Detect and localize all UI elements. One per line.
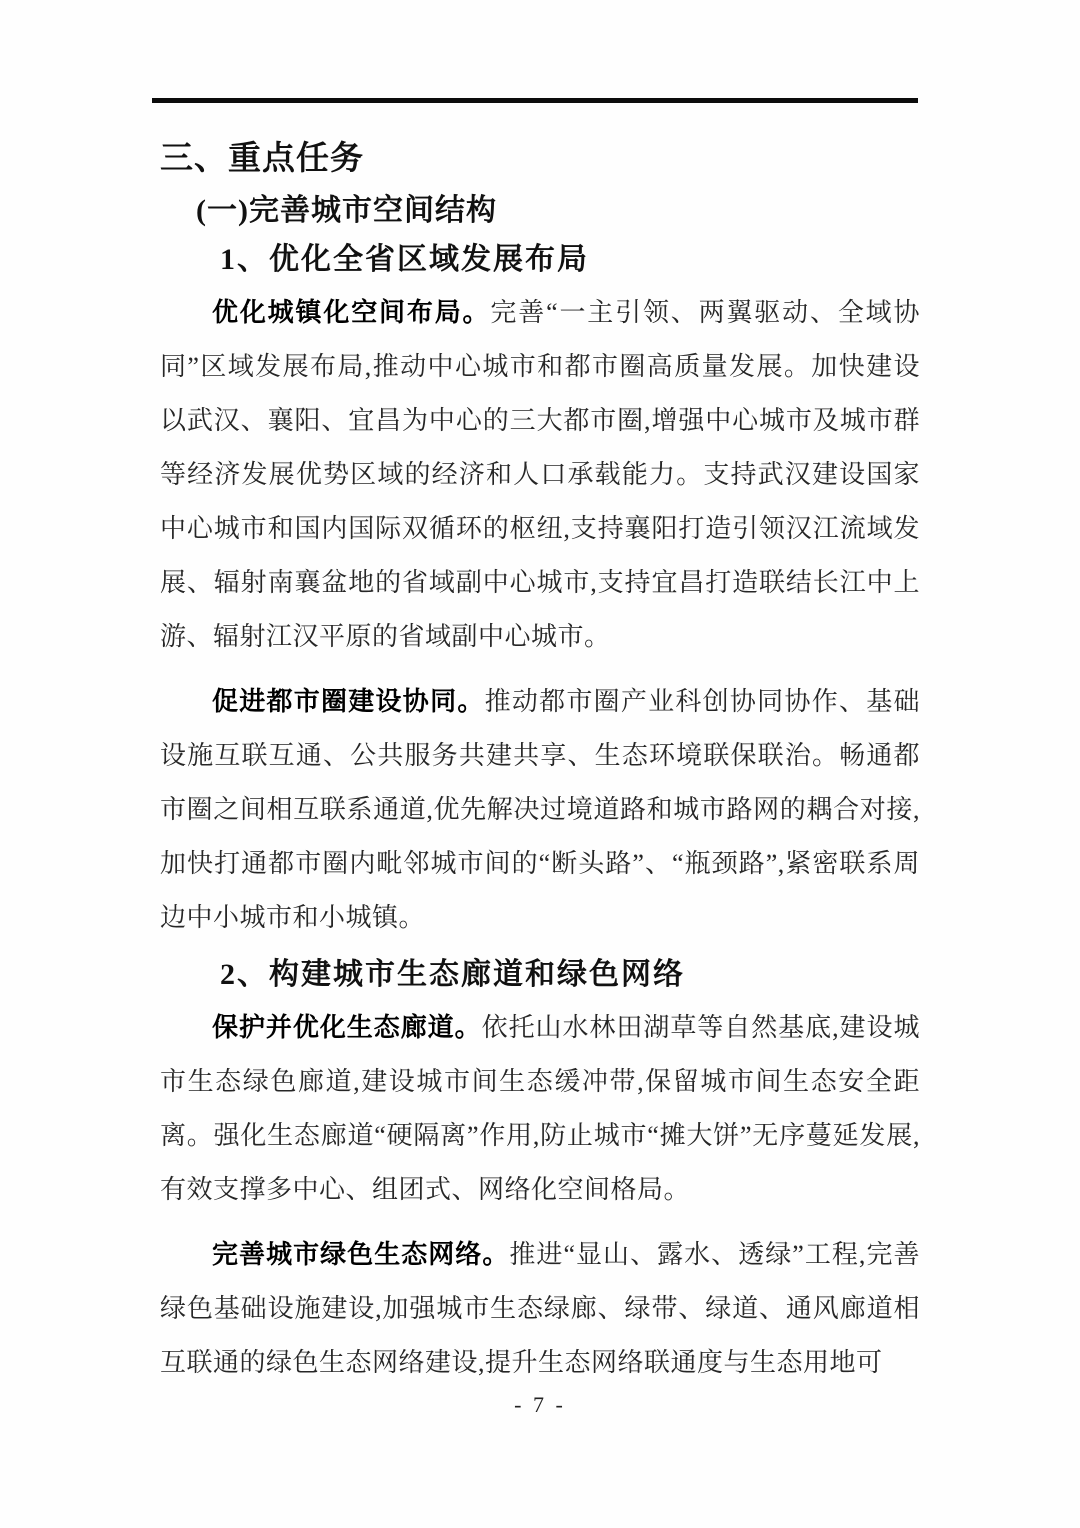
paragraph-metro-coordination bbox=[160, 674, 920, 945]
header-rule bbox=[152, 98, 918, 103]
paragraph-urbanization-layout bbox=[160, 285, 920, 664]
section-title: 三、重点任务 bbox=[160, 139, 364, 176]
topic-2-title: 2、构建城市生态廊道和绿色网络 bbox=[220, 958, 685, 991]
paragraph-lead: 促进都市圈建设协同。 bbox=[212, 686, 485, 716]
paragraph-text: 完善“一主引领、两翼驱动、全域协同”区域发展布局,推动中心城市和都市圈高质量发展。加快建设以武汉、襄阳、宜昌为中心的三大都市圈,增强中心城市及城市群等经济发展优势区域的经济和人口承载能力。支持武汉建设国家中心城市和国内国际双循环的枢纽,支持襄阳打造引领汉江流域发展、辐射南襄盆地的省域副中心城市,支持宜昌打造联结长江中上游、辐射江汉平原的省域副中心城市。 bbox=[160, 298, 920, 651]
paragraph-lead: 保护并优化生态廊道。 bbox=[212, 1012, 482, 1042]
paragraph-eco-corridor bbox=[160, 1000, 920, 1217]
topic-1-title: 1、优化全省区域发展布局 bbox=[220, 243, 589, 276]
paragraph-text: 推进“显山、露水、透绿”工程,完善绿色基础设施建设,加强城市生态绿廊、绿带、绿道、通风廊道相互联通的绿色生态网络建设,提升生态网络联通度与生态用地可 bbox=[160, 1240, 920, 1377]
paragraph-lead: 优化城镇化空间布局。 bbox=[212, 297, 491, 327]
paragraph-text: 依托山水林田湖草等自然基底,建设城市生态绿色廊道,建设城市间生态缓冲带,保留城市间生态安全距离。强化生态廊道“硬隔离”作用,防止城市“摊大饼”无序蔓延发展,有效支撑多中心、组团式、网络化空间格局。 bbox=[160, 1013, 920, 1204]
page-number: - 7 - bbox=[514, 1392, 566, 1417]
text-column bbox=[160, 98, 920, 1390]
paragraph-text: 推动都市圈产业科创协同协作、基础设施互联互通、公共服务共建共享、生态环境联保联治。畅通都市圈之间相互联系通道,优先解决过境道路和城市路网的耦合对接,加快打通都市圈内毗邻城市间的“断头路”、“瓶颈路”,紧密联系周边中小城市和小城镇。 bbox=[160, 687, 920, 932]
subsection-title: (一)完善城市空间结构 bbox=[196, 194, 497, 227]
paragraph-lead: 完善城市绿色生态网络。 bbox=[212, 1239, 510, 1269]
paragraph-green-network bbox=[160, 1227, 920, 1390]
